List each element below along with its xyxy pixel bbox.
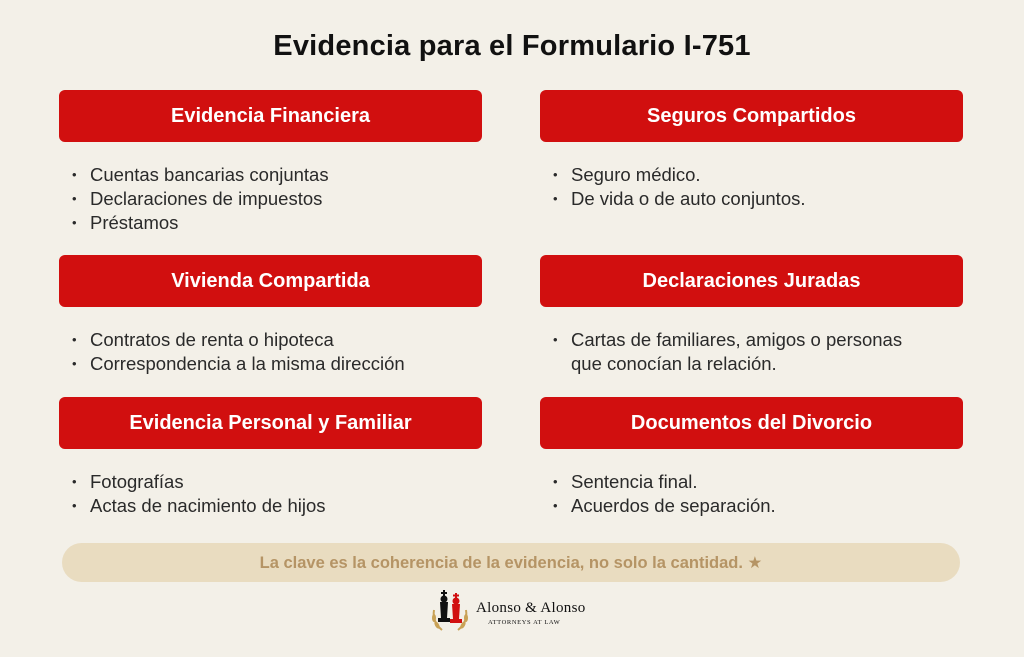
section-heading-seguros: Seguros Compartidos <box>540 90 963 142</box>
list-item: • Actas de nacimiento de hijos <box>70 494 490 518</box>
logo-name: Alonso & Alonso <box>476 600 586 616</box>
section-list-divorcio <box>551 470 971 518</box>
list-item: • Cartas de familiares, amigos o personas que conocían la relación. <box>551 328 911 376</box>
footer-note: La clave es la coherencia de la evidencia, no solo la cantidad. ★ <box>62 543 960 582</box>
section-heading-vivienda: Vivienda Compartida <box>59 255 482 307</box>
section-list-seguros <box>551 163 971 211</box>
section-list-financiera <box>70 163 490 235</box>
chess-king-icon <box>428 588 472 634</box>
section-heading-financiera: Evidencia Financiera <box>59 90 482 142</box>
list-item: • Préstamos <box>70 211 490 235</box>
section-heading-declaraciones: Declaraciones Juradas <box>540 255 963 307</box>
page-title: Evidencia para el Formulario I-751 <box>273 30 751 62</box>
list-item: • Declaraciones de impuestos <box>70 187 490 211</box>
logo-tagline: ATTORNEYS AT LAW <box>488 619 561 626</box>
section-heading-divorcio: Documentos del Divorcio <box>540 397 963 449</box>
list-item: • Sentencia final. <box>551 470 971 494</box>
section-list-vivienda <box>70 328 490 376</box>
firm-logo <box>428 588 603 636</box>
list-item: • Correspondencia a la misma dirección <box>70 352 490 376</box>
list-item: • De vida o de auto conjuntos. <box>551 187 971 211</box>
section-list-declaraciones <box>551 328 911 376</box>
section-heading-personal: Evidencia Personal y Familiar <box>59 397 482 449</box>
section-list-personal <box>70 470 490 518</box>
list-item: • Fotografías <box>70 470 490 494</box>
list-item: • Cuentas bancarias conjuntas <box>70 163 490 187</box>
list-item: • Acuerdos de separación. <box>551 494 971 518</box>
list-item: • Contratos de renta o hipoteca <box>70 328 490 352</box>
list-item: • Seguro médico. <box>551 163 971 187</box>
